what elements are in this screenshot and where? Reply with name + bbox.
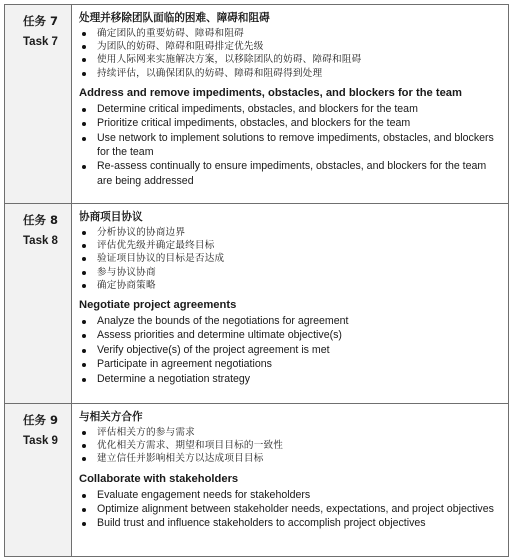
task-row-9: [5, 404, 509, 557]
task-items-en: [79, 488, 502, 531]
task-title-cn: 协商项目协议: [79, 211, 143, 223]
list-item: 评估相关方的参与需求: [79, 426, 502, 439]
list-item: Analyze the bounds of the negotiations for agreement: [79, 314, 502, 328]
list-item: 建立信任并影响相关方以达成项目目标: [79, 452, 502, 465]
list-item: Evaluate engagement needs for stakeholders: [79, 488, 502, 502]
task-label-en: Task 9: [23, 435, 58, 447]
list-item: Assess priorities and determine ultimate objective(s): [79, 328, 502, 342]
task-title-en: Negotiate project agreements: [79, 299, 237, 312]
list-item: Determine a negotiation strategy: [79, 372, 502, 386]
list-item: 使用人际网来实施解决方案，以移除团队的妨碍、障碍和阻碍: [79, 53, 502, 66]
list-item: Build trust and influence stakeholders to accomplish project objectives: [79, 516, 502, 530]
task-items-cn: [79, 426, 502, 466]
task-label-cn: 任务 7: [23, 14, 59, 28]
list-item: 为团队的妨碍、障碍和阻碍排定优先级: [79, 40, 502, 53]
list-item: Use network to implement solutions to remove impediments, obstacles, and blockers for the team: [79, 131, 502, 160]
task-label-cell: [5, 204, 72, 404]
task-label-cell: [5, 404, 72, 557]
task-items-en: [79, 314, 502, 386]
task-title-cn: 与相关方合作: [79, 411, 143, 423]
task-label-cn: 任务 8: [23, 213, 59, 227]
task-title-en: Collaborate with stakeholders: [79, 472, 239, 485]
list-item: 确定团队的重要妨碍、障碍和阻碍: [79, 27, 502, 40]
list-item: 验证项目协议的目标是否达成: [79, 252, 502, 265]
list-item: 评估优先级并确定最终目标: [79, 239, 502, 252]
task-row-7: [5, 5, 509, 204]
task-content-cell: [72, 5, 509, 204]
list-item: Verify objective(s) of the project agreement is met: [79, 343, 502, 357]
task-title-en: Address and remove impediments, obstacles, and blockers for the team: [79, 86, 462, 99]
task-items-cn: [79, 226, 502, 292]
list-item: Prioritize critical impediments, obstacles, and blockers for the team: [79, 116, 502, 130]
task-table: [4, 4, 509, 557]
list-item: 持续评估，以确保团队的妨碍、障碍和阻碍得到处理: [79, 67, 502, 80]
task-content-cell: [72, 204, 509, 404]
task-title-cn: 处理并移除团队面临的困难、障碍和阻碍: [79, 12, 270, 24]
list-item: Determine critical impediments, obstacles, and blockers for the team: [79, 102, 502, 116]
list-item: 确定协商策略: [79, 279, 502, 292]
task-items-en: [79, 102, 502, 188]
task-content-cell: [72, 404, 509, 557]
task-label-en: Task 7: [23, 36, 58, 48]
task-label-cn: 任务 9: [23, 413, 59, 427]
list-item: Participate in agreement negotiations: [79, 357, 502, 371]
task-label-cell: [5, 5, 72, 204]
list-item: 优化相关方需求、期望和项目目标的一致性: [79, 439, 502, 452]
list-item: 参与协议协商: [79, 266, 502, 279]
task-label-en: Task 8: [23, 235, 58, 247]
list-item: 分析协议的协商边界: [79, 226, 502, 239]
task-document: [4, 4, 509, 557]
list-item: Optimize alignment between stakeholder needs, expectations, and project objectives: [79, 502, 502, 516]
list-item: Re-assess continually to ensure impediments, obstacles, and blockers for the team are being addressed: [79, 159, 502, 188]
task-items-cn: [79, 27, 502, 80]
task-row-8: [5, 204, 509, 404]
